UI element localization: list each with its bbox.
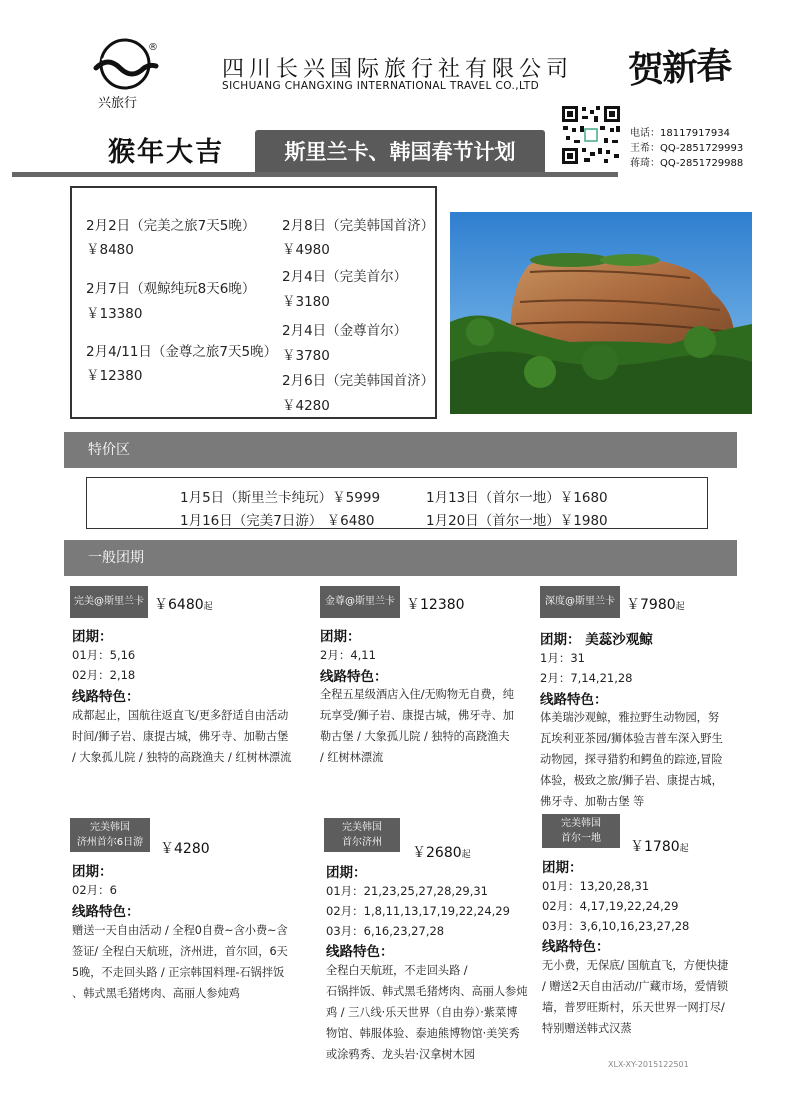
featured-date: 2月4/11日（金尊之旅7天5晚） xyxy=(86,344,278,360)
period-label: 团期： xyxy=(320,629,361,645)
featured-date: 2月4日（金尊首尔） xyxy=(282,323,408,339)
qr-code-icon xyxy=(560,104,622,166)
price-value: ￥2680 xyxy=(412,845,462,861)
period-dates: 1月：31 2月：7,14,21,28 xyxy=(540,651,633,685)
period-dates: 02月：6 xyxy=(72,883,117,897)
featured-price: ￥4280 xyxy=(282,398,330,414)
tour-features: 赠送一天自由活动 / 全程0自费~含小费~含 签证/ 全程白天航班，济州进，首尔回，6天 5晚，不走回头路 / 正宗韩国料理-石锅拌饭 、韩式黑毛猪烤肉、高丽人参炖鸡 xyxy=(72,924,288,1000)
new-year-greeting: 贺新春 xyxy=(627,44,732,92)
special-offer: 1月16日（完美7日游） ￥6480 xyxy=(180,513,375,529)
title-underline xyxy=(12,172,618,177)
featured-price: ￥3180 xyxy=(282,294,330,310)
period-label: 团期： xyxy=(72,864,113,880)
tour-tag: 完美@斯里兰卡 xyxy=(70,586,148,618)
featured-date: 2月2日（完美之旅7天5晚） xyxy=(86,218,256,234)
page-title: 斯里兰卡、韩国春节计划 xyxy=(255,130,545,174)
price-value: ￥12380 xyxy=(406,597,465,613)
special-section-header: 特价区 xyxy=(64,432,737,468)
price-value: ￥4280 xyxy=(160,841,210,857)
tour-price xyxy=(412,842,471,862)
feature-label: 线路特色： xyxy=(542,939,610,955)
special-offer: 1月13日（首尔一地）￥1680 xyxy=(426,490,608,506)
tour-features: 体美瑞沙观鲸，雅拉野生动物园，努 瓦埃利亚茶园/狮体验吉普车深入野生 动物园，探寻猎豹和鳄鱼的踪迹,冒险 体验，极致之旅/狮子岩、康提古城， 佛牙寺、加勒古堡 等 xyxy=(540,711,723,808)
tour-tag: 完美韩国 首尔济州 xyxy=(324,818,400,852)
special-offer: 1月5日（斯里兰卡纯玩）￥5999 xyxy=(180,490,381,506)
tour-price xyxy=(406,594,465,614)
tour-price xyxy=(154,594,213,614)
featured-date: 2月6日（完美韩国首济） xyxy=(282,373,435,389)
contact-qq-wang: 王希：QQ-2851729993 xyxy=(630,143,744,154)
period-dates: 01月：5,16 02月：2,18 xyxy=(72,648,136,682)
general-section-header: 一般团期 xyxy=(64,540,737,576)
company-name-english: SICHUANG CHANGXING INTERNATIONAL TRAVEL CO.,LTD xyxy=(222,80,540,92)
period-dates: 2月：4,11 xyxy=(320,648,376,662)
featured-date: 2月7日（观鲸纯玩8天6晚） xyxy=(86,281,256,297)
feature-label: 线路特色： xyxy=(72,689,140,705)
slogan: 猴年大吉 xyxy=(108,137,224,168)
price-value: ￥1780 xyxy=(630,839,680,855)
period-dates: 01月：13,20,28,31 02月：4,17,19,22,24,29 03月：3,6,10,16,23,27,28 xyxy=(542,879,690,933)
tour-tag: 金尊@斯里兰卡 xyxy=(320,586,400,618)
featured-price: ￥13380 xyxy=(86,306,143,322)
tour-price xyxy=(630,836,689,856)
tour-features: 无小费，无保底/ 国航直飞，方便快捷 / 赠送2天自由活动/广藏市场，爱情锁 墙，普罗旺斯村，乐天世界一网打尽/ 特别赠送韩式汉蒸 xyxy=(542,959,729,1035)
tour-features: 成都起止，国航往返直飞/更多舒适自由活动 时间/狮子岩、康提古城，佛牙寺、加勒古堡 / 大象孤儿院 / 独特的高跷渔夫 / 红树林漂流 xyxy=(72,709,292,764)
price-value: ￥6480 xyxy=(154,597,204,613)
period-dates: 01月：21,23,25,27,28,29,31 02月：1,8,11,13,17,19,22,24,29 03月：6,16,23,27,28 xyxy=(326,884,510,938)
sigiriya-rock-photo xyxy=(450,212,752,414)
period-label: 团期： xyxy=(326,865,367,881)
featured-price: ￥4980 xyxy=(282,242,330,258)
featured-price: ￥12380 xyxy=(86,368,143,384)
price-unit: 起 xyxy=(679,844,689,854)
period-extra: 美蕊沙观鲸 xyxy=(585,632,653,648)
contact-phone: 电话：18117917934 xyxy=(630,128,730,139)
document-code: XLX-XY-2015122501 xyxy=(608,1060,689,1069)
period-label: 团期： xyxy=(542,860,583,876)
registered-mark: ® xyxy=(148,42,158,53)
featured-date: 2月8日（完美韩国首济） xyxy=(282,218,435,234)
price-unit: 起 xyxy=(675,602,685,612)
contact-qq-jiang: 蒋琦：QQ-2851729988 xyxy=(630,158,744,169)
feature-label: 线路特色： xyxy=(72,904,140,920)
featured-date: 2月4日（完美首尔） xyxy=(282,269,408,285)
featured-price: ￥8480 xyxy=(86,242,134,258)
period-label: 团期： xyxy=(540,632,581,648)
company-name: 四川长兴国际旅行社有限公司 xyxy=(222,57,574,82)
featured-price: ￥3780 xyxy=(282,348,330,364)
price-unit: 起 xyxy=(203,602,213,612)
special-offer: 1月20日（首尔一地）￥1980 xyxy=(426,513,608,529)
tour-features: 全程五星级酒店入住/无购物无自费，纯 玩享受/狮子岩、康提古城，佛牙寺、加 勒古堡 / 大象孤儿院 / 独特的高跷渔夫 / 红树林漂流 xyxy=(320,688,514,764)
tour-price xyxy=(626,594,685,614)
tour-price xyxy=(160,838,210,858)
logo-text: 兴旅行 xyxy=(98,96,138,111)
price-value: ￥7980 xyxy=(626,597,676,613)
feature-label: 线路特色： xyxy=(326,944,394,960)
tour-tag: 深度@斯里兰卡 xyxy=(540,586,620,618)
tour-tag: 完美韩国 首尔一地 xyxy=(542,814,620,848)
feature-label: 线路特色： xyxy=(540,692,608,708)
feature-label: 线路特色： xyxy=(320,669,388,685)
price-unit: 起 xyxy=(461,850,471,860)
period-label-row xyxy=(540,628,653,648)
period-label: 团期： xyxy=(72,629,113,645)
tour-tag: 完美韩国 济州首尔6日游 xyxy=(70,818,150,852)
tour-features: 全程白天航班，不走回头路 / 石锅拌饭、韩式黑毛猪烤肉、高丽人参炖 鸡 / 三八线·乐天世界（自由券）·紫菜博 物馆、韩服体验、泰迪熊博物馆·美笑秀 或涂鸦秀、龙头岩·汉拿树木园 xyxy=(326,964,528,1061)
